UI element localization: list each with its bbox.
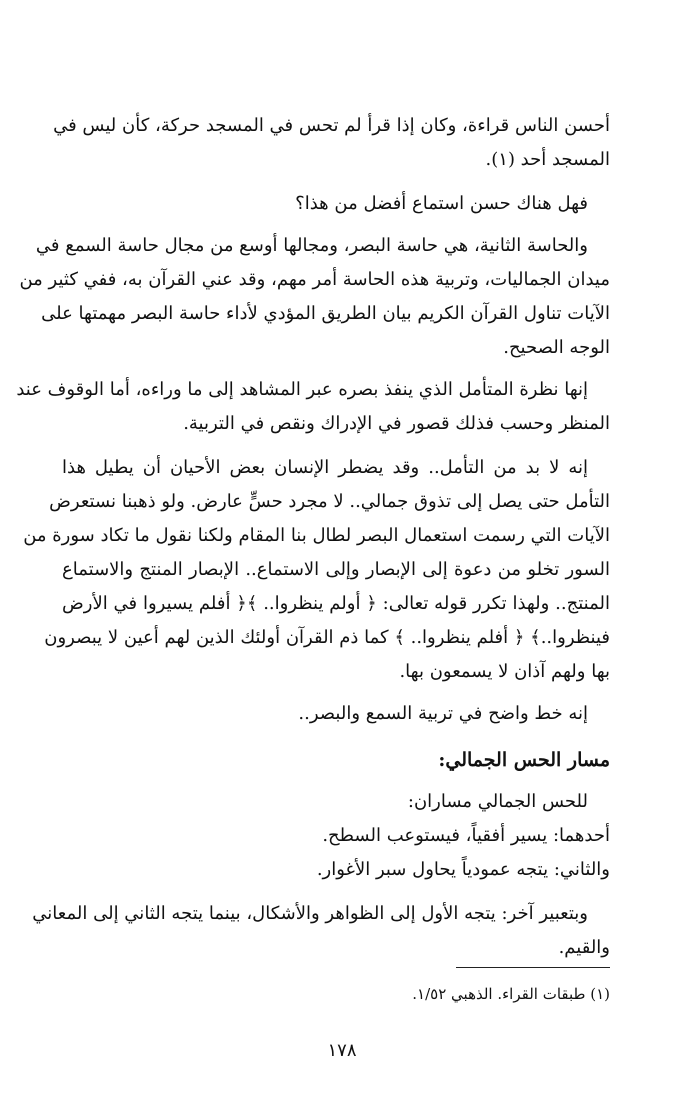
text-line: فهل هناك حسن استماع أفضل من هذا؟ bbox=[295, 193, 588, 214]
text-line: الآيات التي رسمت استعمال البصر لطال بنا المقام ولكنا نقول ما تكاد سورة من bbox=[23, 525, 610, 546]
footnote-separator bbox=[456, 967, 610, 968]
text-line: أحدهما: يسير أفقياً، فيستوعب السطح. bbox=[322, 825, 610, 846]
text-line: بها ولهم آذان لا يسمعون بها. bbox=[399, 661, 610, 682]
text-line: والحاسة الثانية، هي حاسة البصر، ومجالها أوسع من مجال حاسة السمع في bbox=[35, 235, 588, 256]
footnote: (١) طبقات القراء. الذهبي ١/٥٢. bbox=[412, 985, 610, 1003]
text-line: المسجد أحد (١). bbox=[485, 149, 610, 170]
text-line: ميدان الجماليات، وتربية هذه الحاسة أمر مهم، وقد عني القرآن به، ففي كثير من bbox=[19, 269, 610, 290]
text-line: التأمل حتى يصل إلى تذوق جمالي.. لا مجرد حسٍّ عارض. ولو ذهبنا نستعرض bbox=[49, 491, 610, 512]
text-line: السور تخلو من دعوة إلى الإبصار وإلى الاستماع.. الإبصار المنتج والاستماع bbox=[62, 559, 610, 580]
text-line: إنه لا بد من التأمل.. وقد يضطر الإنسان بعض الأحيان أن يطيل هذا bbox=[62, 457, 588, 478]
text-line: الوجه الصحيح. bbox=[503, 337, 610, 358]
text-line: والثاني: يتجه عمودياً يحاول سبر الأغوار. bbox=[316, 859, 610, 880]
text-line: المنظر وحسب فذلك قصور في الإدراك ونقص في التربية. bbox=[183, 413, 610, 434]
text-line: إنها نظرة المتأمل الذي ينفذ بصره عبر المشاهد إلى ما وراءه، أما الوقوف عند bbox=[16, 379, 588, 400]
text-line: إنه خط واضح في تربية السمع والبصر.. bbox=[298, 703, 588, 724]
text-line: المنتج.. ولهذا تكرر قوله تعالى: ﴿ أولم ينظروا.. ﴾﴿ أفلم يسيروا في الأرض bbox=[62, 593, 610, 614]
text-line: والقيم. bbox=[558, 937, 610, 958]
page-number: ١٧٨ bbox=[327, 1040, 357, 1061]
text-line: أحسن الناس قراءة، وكان إذا قرأ لم تحس في المسجد حركة، كأن ليس في bbox=[53, 115, 610, 136]
section-heading: مسار الحس الجمالي: bbox=[438, 749, 610, 771]
text-line: للحس الجمالي مساران: bbox=[407, 791, 588, 812]
text-line: فينظروا..﴾ ﴿ أفلم ينظروا.. ﴾ كما ذم القرآن أولئك الذين لهم أعين لا يبصرون bbox=[44, 627, 610, 648]
text-line: الآيات تناول القرآن الكريم بيان الطريق المؤدي لأداء حاسة البصر مهمتها على bbox=[41, 303, 610, 324]
text-line: وبتعبير آخر: يتجه الأول إلى الظواهر والأشكال، بينما يتجه الثاني إلى المعاني bbox=[32, 903, 588, 924]
